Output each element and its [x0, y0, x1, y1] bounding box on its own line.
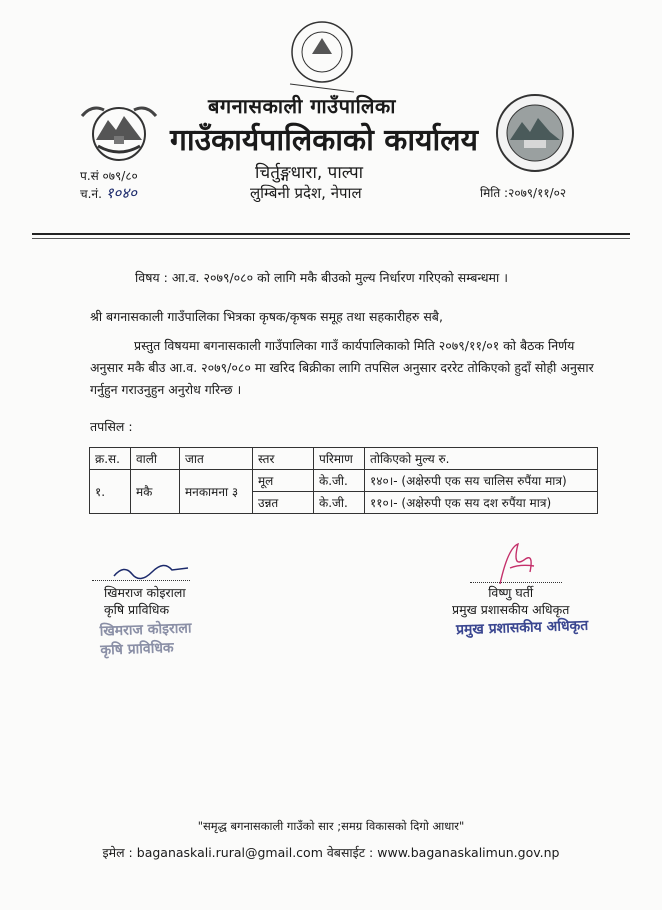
- cell-price: १४०।- (अक्षेरुपी एक सय चालिस रुपैंया मात्र): [365, 470, 598, 492]
- right-signatory-name: विष्णु घर्ती: [488, 585, 534, 600]
- table-row: [90, 470, 598, 492]
- website-url[interactable]: www.baganaskalimun.gov.np: [377, 845, 560, 860]
- right-signatory: [452, 584, 569, 618]
- rate-table: [89, 447, 598, 514]
- left-signatory-title: कृषि प्राविधिक: [104, 602, 170, 617]
- left-stamp-name: खिमराज कोइराला: [99, 620, 192, 640]
- municipality-logo: [494, 92, 576, 174]
- cell-unit: के.जी.: [314, 470, 365, 492]
- left-stamp-title: कृषि प्राविधिक: [100, 640, 174, 659]
- chalani-number: १०४०: [105, 184, 137, 202]
- cell-variety: मनकामना ३: [180, 470, 253, 514]
- letter-subject: विषय : आ.व. २०७९/०८० को लागि मकै बीउको मुल्य निर्धारण गरिएको सम्बन्धमा ।: [135, 270, 508, 285]
- patra-sankhya: प.सं ०७९/८०: [80, 169, 138, 183]
- cell-sn: १.: [90, 470, 131, 514]
- left-signature-mark: [112, 562, 192, 586]
- left-signatory-name: खिमराज कोइराला: [104, 585, 186, 600]
- right-signature-line: [470, 582, 562, 583]
- letter-body: प्रस्तुत विषयमा बगनासकाली गाउँपालिका गाउँ कार्यपालिकाको मिति २०७९/११/०१ को बैठक निर्णय अनुसार मकै बीउ आ.व. २०७९/०८० मा खरिद बिक्रीका लागि तपसिल अनुसार दररेट तोकिएको हुदाँ सोही अनुसार गर्नुहुन गराउनुहुन अनुरोध गरिन्छ ।: [90, 338, 594, 397]
- cell-crop: मकै: [131, 470, 180, 514]
- cell-price: ११०।- (अक्षेरुपी एक सय दश रुपैंया मात्र): [365, 492, 598, 514]
- header-cell-price: तोकिएको मुल्य रु.: [365, 448, 598, 470]
- chalani-label: च.नं.: [80, 187, 102, 201]
- right-signatory-title: प्रमुख प्रशासकीय अधिकृत: [452, 602, 570, 617]
- header-cell-sn: क्र.स.: [90, 448, 131, 470]
- nepal-emblem-logo: [78, 96, 160, 168]
- left-signature-line: [92, 580, 190, 581]
- letter-recipient: श्री बगनासकाली गाउँपालिका भित्रका कृषक/कृषक समूह तथा सहकारीहरु सबै,: [90, 309, 443, 324]
- office-title: गाउँकार्यपालिकाको कार्यालय: [170, 123, 479, 158]
- municipality-name: बगनासकाली गाउँपालिका: [208, 94, 396, 118]
- header-divider: [32, 233, 630, 235]
- left-name-stamp: [99, 618, 192, 659]
- table-header-row: [90, 448, 598, 470]
- email-address[interactable]: baganaskali.rural@gmail.com: [136, 845, 323, 860]
- letter-date: मिति :२०७९/११/०२: [480, 186, 567, 200]
- footer-contact: [0, 844, 662, 861]
- left-signatory: [104, 584, 186, 618]
- header-cell-unit: परिमाण: [314, 448, 365, 470]
- email-label: इमेल :: [102, 845, 133, 860]
- header-cell-variety: जात: [180, 448, 253, 470]
- chalani-line: [80, 183, 137, 203]
- address-line-2: लुम्बिनी प्रदेश, नेपाल: [250, 184, 362, 202]
- header-divider-thin: [32, 238, 630, 239]
- header-cell-crop: वाली: [131, 448, 180, 470]
- cell-unit: के.जी.: [314, 492, 365, 514]
- cell-grade: उन्नत: [253, 492, 314, 514]
- cell-grade: मूल: [253, 470, 314, 492]
- right-title-stamp: प्रमुख प्रशासकीय अधिकृत: [455, 617, 589, 639]
- office-seal-stamp: [282, 14, 362, 100]
- header-cell-grade: स्तर: [253, 448, 314, 470]
- footer-motto: "समृद्ध बगनासकाली गाउँको सार ;समग्र विकासको दिगो आधार": [197, 819, 465, 833]
- address-line-1: चिर्तुङ्गधारा, पाल्पा: [255, 163, 364, 183]
- tapasil-label: तपसिल :: [90, 419, 133, 434]
- website-label: वेबसाईट :: [326, 845, 374, 860]
